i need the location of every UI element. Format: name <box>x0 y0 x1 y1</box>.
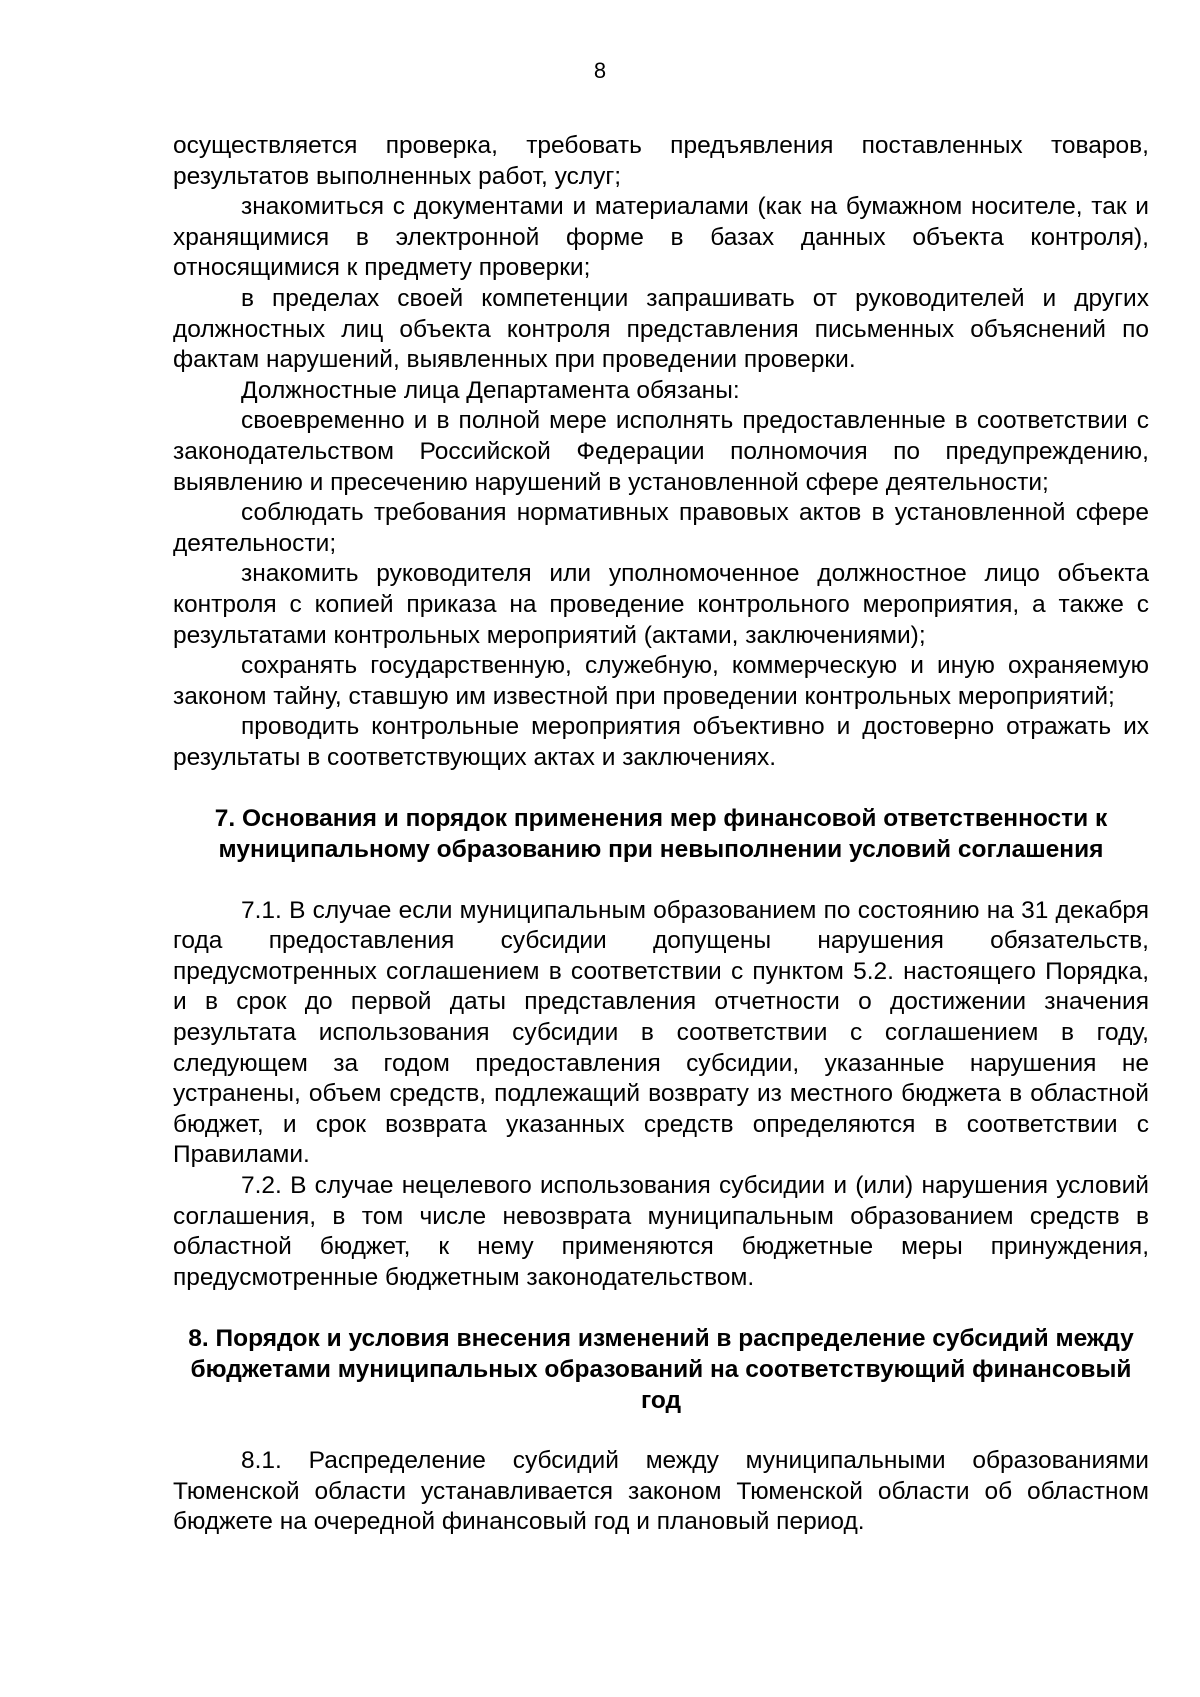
paragraph: соблюдать требования нормативных правовых актов в установленной сфере деятельности; <box>173 499 1149 557</box>
paragraph: 7.1. В случае если муниципальным образованием по состоянию на 31 декабря года предоставления субсидии допущены нарушения обязательств, предусмотренных соглашением в соответствии с пунктом 5.2. настоящего Порядка, и в срок до первой даты представления отчетности о достижении значения результата использования субсидии в соответствии с соглашением в году, следующем за годом предоставления субсидии, указанные нарушения не устранены, объем средств, подлежащий возврату из местного бюджета в областной бюджет, и срок возврата указанных средств определяются в соответствии с Правилами. <box>173 896 1149 1169</box>
section-heading-8: 8. Порядок и условия внесения изменений в распределение субсидий между бюджетами муниципальных образований на соответствующий финансовый год <box>188 1325 1134 1414</box>
paragraph: проводить контрольные мероприятия объективно и достоверно отражать их результаты в соответствующих актах и заключениях. <box>173 713 1149 771</box>
paragraph: 8.1. Распределение субсидий между муниципальными образованиями Тюменской области устанавливается законом Тюменской области об областном бюджете на очередной финансовый год и плановый период. <box>173 1447 1149 1536</box>
paragraph: знакомить руководителя или уполномоченное должностное лицо объекта контроля с копией приказа на проведение контрольного мероприятия, а также с результатами контрольных мероприятий (актами, заключениями); <box>173 560 1149 649</box>
paragraph: сохранять государственную, служебную, коммерческую и иную охраняемую законом тайну, ставшую им известной при проведении контрольных мероприятий; <box>173 652 1149 710</box>
document-body <box>173 131 1149 1538</box>
paragraph: своевременно и в полной мере исполнять предоставленные в соответствии с законодательством Российской Федерации полномочия по предупреждению, выявлению и пресечению нарушений в установленной сфере деятельности; <box>173 407 1149 496</box>
paragraph: в пределах своей компетенции запрашивать от руководителей и других должностных лиц объекта контроля представления письменных объяснений по фактам нарушений, выявленных при проведении проверки. <box>173 284 1149 374</box>
paragraph: Должностные лица Департамента обязаны: <box>241 376 740 404</box>
paragraph: 7.2. В случае нецелевого использования субсидии и (или) нарушения условий соглашения, в том числе невозврата муниципальным образованием средств в областной бюджет, к нему применяются бюджетные меры принуждения, предусмотренные бюджетным законодательством. <box>173 1172 1149 1291</box>
page-number: 8 <box>593 58 607 83</box>
paragraph: осуществляется проверка, требовать предъявления поставленных товаров, результатов выполненных работ, услуг; <box>173 132 1149 190</box>
paragraph: знакомиться с документами и материалами (как на бумажном носителе, так и хранящимися в электронной форме в базах данных объекта контроля), относящимися к предмету проверки; <box>173 193 1149 282</box>
section-heading-7: 7. Основания и порядок применения мер финансовой ответственности к муниципальному образованию при невыполнении условий соглашения <box>214 805 1108 864</box>
